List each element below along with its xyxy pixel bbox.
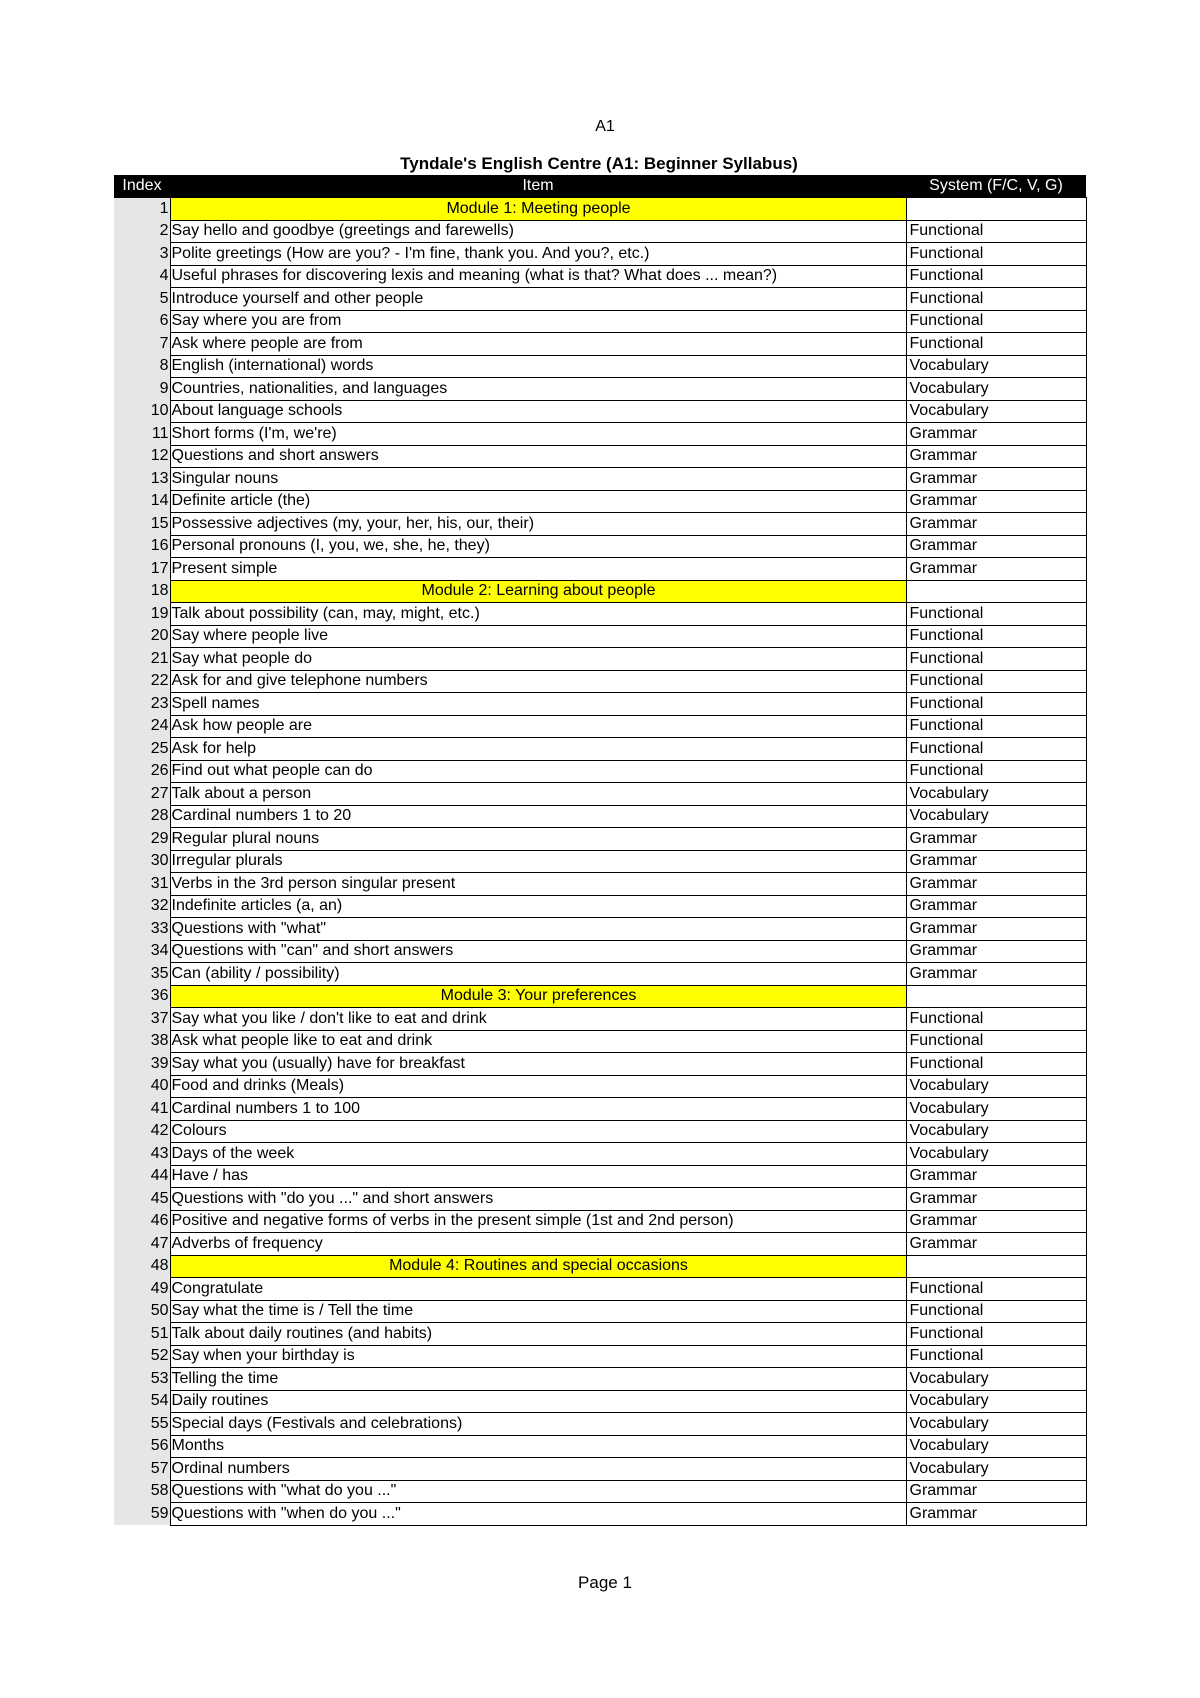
module-heading-row — [114, 985, 1086, 1008]
item-cell: Have / has — [170, 1165, 906, 1188]
system-cell: Vocabulary — [906, 1120, 1086, 1143]
system-cell: Vocabulary — [906, 1075, 1086, 1098]
table-row — [114, 378, 1086, 401]
item-cell: Ordinal numbers — [170, 1458, 906, 1481]
item-cell: Find out what people can do — [170, 760, 906, 783]
table-row — [114, 1143, 1086, 1166]
item-cell: Verbs in the 3rd person singular present — [170, 873, 906, 896]
item-cell: Say where people live — [170, 625, 906, 648]
table-row — [114, 1075, 1086, 1098]
table-row — [114, 963, 1086, 986]
system-cell: Vocabulary — [906, 783, 1086, 806]
system-cell: Functional — [906, 693, 1086, 716]
row-index-cell: 7 — [114, 333, 170, 356]
system-cell: Functional — [906, 333, 1086, 356]
system-cell: Functional — [906, 625, 1086, 648]
item-cell: Questions with "can" and short answers — [170, 940, 906, 963]
row-index-cell: 45 — [114, 1188, 170, 1211]
row-index-cell: 18 — [114, 580, 170, 603]
row-index-cell: 50 — [114, 1300, 170, 1323]
row-index-cell: 46 — [114, 1210, 170, 1233]
row-index-cell: 32 — [114, 895, 170, 918]
item-cell: Ask for and give telephone numbers — [170, 670, 906, 693]
column-header-system: System (F/C, V, G) — [906, 175, 1086, 198]
table-row — [114, 805, 1086, 828]
table-row — [114, 243, 1086, 266]
system-cell: Vocabulary — [906, 1435, 1086, 1458]
system-cell — [906, 985, 1086, 1008]
system-cell: Vocabulary — [906, 1368, 1086, 1391]
row-index-cell: 19 — [114, 603, 170, 626]
item-cell: Special days (Festivals and celebrations) — [170, 1413, 906, 1436]
module-heading-row — [114, 1255, 1086, 1278]
item-cell: Say when your birthday is — [170, 1345, 906, 1368]
row-index-cell: 17 — [114, 558, 170, 581]
table-row — [114, 1458, 1086, 1481]
system-cell: Grammar — [906, 1233, 1086, 1256]
item-cell: Talk about possibility (can, may, might, etc.) — [170, 603, 906, 626]
table-row — [114, 940, 1086, 963]
item-cell: Questions with "do you ..." and short answers — [170, 1188, 906, 1211]
table-row — [114, 738, 1086, 761]
row-index-cell: 43 — [114, 1143, 170, 1166]
table-row — [114, 400, 1086, 423]
item-cell: Countries, nationalities, and languages — [170, 378, 906, 401]
row-index-cell: 22 — [114, 670, 170, 693]
row-index-cell: 30 — [114, 850, 170, 873]
item-cell: Regular plural nouns — [170, 828, 906, 851]
table-row — [114, 715, 1086, 738]
row-index-cell: 49 — [114, 1278, 170, 1301]
system-cell: Grammar — [906, 895, 1086, 918]
table-row — [114, 1368, 1086, 1391]
item-cell: Ask how people are — [170, 715, 906, 738]
table-row — [114, 220, 1086, 243]
table-row — [114, 850, 1086, 873]
item-cell: Personal pronouns (I, you, we, she, he, they) — [170, 535, 906, 558]
row-index-cell: 44 — [114, 1165, 170, 1188]
system-cell: Functional — [906, 1053, 1086, 1076]
item-cell: Polite greetings (How are you? - I'm fine, thank you. And you?, etc.) — [170, 243, 906, 266]
item-cell: Possessive adjectives (my, your, her, his, our, their) — [170, 513, 906, 536]
row-index-cell: 42 — [114, 1120, 170, 1143]
item-cell: Questions with "when do you ..." — [170, 1503, 906, 1526]
system-cell: Functional — [906, 715, 1086, 738]
item-cell: Months — [170, 1435, 906, 1458]
table-row — [114, 1210, 1086, 1233]
system-cell: Functional — [906, 738, 1086, 761]
item-cell: Indefinite articles (a, an) — [170, 895, 906, 918]
table-row — [114, 693, 1086, 716]
item-cell: Say what people do — [170, 648, 906, 671]
row-index-cell: 14 — [114, 490, 170, 513]
row-index-cell: 36 — [114, 985, 170, 1008]
module-heading-row — [114, 580, 1086, 603]
row-index-cell: 2 — [114, 220, 170, 243]
system-cell: Grammar — [906, 850, 1086, 873]
syllabus-table-container — [114, 175, 1087, 1526]
row-index-cell: 10 — [114, 400, 170, 423]
column-header-item: Item — [170, 175, 906, 198]
system-cell: Vocabulary — [906, 805, 1086, 828]
system-cell: Grammar — [906, 828, 1086, 851]
row-index-cell: 40 — [114, 1075, 170, 1098]
system-cell: Grammar — [906, 1210, 1086, 1233]
system-cell: Functional — [906, 1345, 1086, 1368]
row-index-cell: 12 — [114, 445, 170, 468]
system-cell: Functional — [906, 1008, 1086, 1031]
row-index-cell: 37 — [114, 1008, 170, 1031]
module-heading-row — [114, 198, 1086, 221]
item-cell: Can (ability / possibility) — [170, 963, 906, 986]
item-cell: Positive and negative forms of verbs in the present simple (1st and 2nd person) — [170, 1210, 906, 1233]
row-index-cell: 52 — [114, 1345, 170, 1368]
item-cell: Ask for help — [170, 738, 906, 761]
module-title-cell: Module 4: Routines and special occasions — [170, 1255, 906, 1278]
row-index-cell: 41 — [114, 1098, 170, 1121]
row-index-cell: 11 — [114, 423, 170, 446]
row-index-cell: 6 — [114, 310, 170, 333]
table-row — [114, 603, 1086, 626]
table-row — [114, 333, 1086, 356]
item-cell: Colours — [170, 1120, 906, 1143]
system-cell: Vocabulary — [906, 378, 1086, 401]
system-cell: Grammar — [906, 918, 1086, 941]
row-index-cell: 55 — [114, 1413, 170, 1436]
table-row — [114, 355, 1086, 378]
row-index-cell: 47 — [114, 1233, 170, 1256]
item-cell: Questions with "what" — [170, 918, 906, 941]
row-index-cell: 29 — [114, 828, 170, 851]
table-row — [114, 1098, 1086, 1121]
row-index-cell: 53 — [114, 1368, 170, 1391]
item-cell: Food and drinks (Meals) — [170, 1075, 906, 1098]
row-index-cell: 9 — [114, 378, 170, 401]
table-row — [114, 1278, 1086, 1301]
table-row — [114, 1435, 1086, 1458]
row-index-cell: 35 — [114, 963, 170, 986]
item-cell: Ask what people like to eat and drink — [170, 1030, 906, 1053]
module-title-cell: Module 3: Your preferences — [170, 985, 906, 1008]
item-cell: Cardinal numbers 1 to 20 — [170, 805, 906, 828]
row-index-cell: 27 — [114, 783, 170, 806]
item-cell: Irregular plurals — [170, 850, 906, 873]
table-row — [114, 1165, 1086, 1188]
row-index-cell: 16 — [114, 535, 170, 558]
item-cell: Congratulate — [170, 1278, 906, 1301]
system-cell: Grammar — [906, 513, 1086, 536]
system-cell: Functional — [906, 648, 1086, 671]
system-cell: Grammar — [906, 940, 1086, 963]
row-index-cell: 54 — [114, 1390, 170, 1413]
system-cell: Grammar — [906, 1480, 1086, 1503]
system-cell: Grammar — [906, 468, 1086, 491]
system-cell: Grammar — [906, 1188, 1086, 1211]
table-row — [114, 1390, 1086, 1413]
row-index-cell: 8 — [114, 355, 170, 378]
table-row — [114, 1323, 1086, 1346]
row-index-cell: 58 — [114, 1480, 170, 1503]
row-index-cell: 1 — [114, 198, 170, 221]
table-row — [114, 828, 1086, 851]
item-cell: Short forms (I'm, we're) — [170, 423, 906, 446]
system-cell: Grammar — [906, 1503, 1086, 1526]
item-cell: Daily routines — [170, 1390, 906, 1413]
row-index-cell: 38 — [114, 1030, 170, 1053]
table-row — [114, 783, 1086, 806]
table-row — [114, 918, 1086, 941]
row-index-cell: 59 — [114, 1503, 170, 1526]
system-cell: Functional — [906, 603, 1086, 626]
table-row — [114, 1233, 1086, 1256]
row-index-cell: 21 — [114, 648, 170, 671]
table-row — [114, 468, 1086, 491]
row-index-cell: 56 — [114, 1435, 170, 1458]
syllabus-table — [114, 175, 1087, 1526]
document-title: Tyndale's English Centre (A1: Beginner Syllabus) — [400, 154, 798, 173]
item-cell: Talk about daily routines (and habits) — [170, 1323, 906, 1346]
item-cell: Talk about a person — [170, 783, 906, 806]
system-cell: Vocabulary — [906, 1098, 1086, 1121]
table-row — [114, 445, 1086, 468]
system-cell: Vocabulary — [906, 1458, 1086, 1481]
module-title-cell: Module 2: Learning about people — [170, 580, 906, 603]
system-cell: Grammar — [906, 445, 1086, 468]
table-row — [114, 1300, 1086, 1323]
table-row — [114, 288, 1086, 311]
table-row — [114, 558, 1086, 581]
system-cell: Functional — [906, 1030, 1086, 1053]
system-cell: Functional — [906, 265, 1086, 288]
item-cell: Ask where people are from — [170, 333, 906, 356]
system-cell: Grammar — [906, 1165, 1086, 1188]
row-index-cell: 48 — [114, 1255, 170, 1278]
row-index-cell: 20 — [114, 625, 170, 648]
item-cell: Say what you like / don't like to eat and drink — [170, 1008, 906, 1031]
header-row — [114, 175, 1086, 198]
item-cell: Say what you (usually) have for breakfast — [170, 1053, 906, 1076]
table-row — [114, 535, 1086, 558]
system-cell: Functional — [906, 1300, 1086, 1323]
row-index-cell: 15 — [114, 513, 170, 536]
system-cell: Vocabulary — [906, 355, 1086, 378]
item-cell: Say where you are from — [170, 310, 906, 333]
system-cell: Vocabulary — [906, 1143, 1086, 1166]
system-cell: Grammar — [906, 963, 1086, 986]
item-cell: English (international) words — [170, 355, 906, 378]
item-cell: Days of the week — [170, 1143, 906, 1166]
table-row — [114, 423, 1086, 446]
table-row — [114, 1120, 1086, 1143]
row-index-cell: 57 — [114, 1458, 170, 1481]
system-cell: Grammar — [906, 535, 1086, 558]
system-cell: Functional — [906, 220, 1086, 243]
row-index-cell: 24 — [114, 715, 170, 738]
item-cell: Adverbs of frequency — [170, 1233, 906, 1256]
system-cell — [906, 580, 1086, 603]
item-cell: Useful phrases for discovering lexis and meaning (what is that? What does ... mean?) — [170, 265, 906, 288]
table-row — [114, 1413, 1086, 1436]
table-row — [114, 670, 1086, 693]
table-row — [114, 625, 1086, 648]
system-cell: Functional — [906, 288, 1086, 311]
item-cell: Questions with "what do you ..." — [170, 1480, 906, 1503]
item-cell: Introduce yourself and other people — [170, 288, 906, 311]
row-index-cell: 34 — [114, 940, 170, 963]
system-cell: Grammar — [906, 423, 1086, 446]
row-index-cell: 4 — [114, 265, 170, 288]
table-row — [114, 310, 1086, 333]
column-header-index: Index — [114, 175, 170, 198]
table-body — [114, 198, 1086, 1526]
table-row — [114, 873, 1086, 896]
row-index-cell: 51 — [114, 1323, 170, 1346]
item-cell: Say hello and goodbye (greetings and farewells) — [170, 220, 906, 243]
module-title-cell: Module 1: Meeting people — [170, 198, 906, 221]
system-cell: Vocabulary — [906, 400, 1086, 423]
system-cell: Vocabulary — [906, 1390, 1086, 1413]
table-row — [114, 1345, 1086, 1368]
table-row — [114, 1053, 1086, 1076]
item-cell: Say what the time is / Tell the time — [170, 1300, 906, 1323]
table-row — [114, 648, 1086, 671]
row-index-cell: 23 — [114, 693, 170, 716]
item-cell: Cardinal numbers 1 to 100 — [170, 1098, 906, 1121]
item-cell: About language schools — [170, 400, 906, 423]
item-cell: Questions and short answers — [170, 445, 906, 468]
system-cell: Grammar — [906, 558, 1086, 581]
row-index-cell: 31 — [114, 873, 170, 896]
table-row — [114, 1008, 1086, 1031]
system-cell: Vocabulary — [906, 1413, 1086, 1436]
row-index-cell: 33 — [114, 918, 170, 941]
table-row — [114, 513, 1086, 536]
table-row — [114, 1480, 1086, 1503]
table-row — [114, 1030, 1086, 1053]
system-cell: Functional — [906, 1323, 1086, 1346]
row-index-cell: 39 — [114, 1053, 170, 1076]
system-cell — [906, 198, 1086, 221]
item-cell: Singular nouns — [170, 468, 906, 491]
row-index-cell: 3 — [114, 243, 170, 266]
row-index-cell: 13 — [114, 468, 170, 491]
item-cell: Spell names — [170, 693, 906, 716]
system-cell: Grammar — [906, 873, 1086, 896]
system-cell: Functional — [906, 310, 1086, 333]
row-index-cell: 5 — [114, 288, 170, 311]
table-row — [114, 895, 1086, 918]
row-index-cell: 26 — [114, 760, 170, 783]
table-row — [114, 490, 1086, 513]
table-row — [114, 1503, 1086, 1526]
table-row — [114, 265, 1086, 288]
table-row — [114, 1188, 1086, 1211]
system-cell — [906, 1255, 1086, 1278]
system-cell: Functional — [906, 760, 1086, 783]
system-cell: Functional — [906, 670, 1086, 693]
system-cell: Functional — [906, 243, 1086, 266]
table-row — [114, 760, 1086, 783]
page-footer: Page 1 — [578, 1573, 632, 1592]
item-cell: Telling the time — [170, 1368, 906, 1391]
item-cell: Present simple — [170, 558, 906, 581]
row-index-cell: 25 — [114, 738, 170, 761]
system-cell: Functional — [906, 1278, 1086, 1301]
system-cell: Grammar — [906, 490, 1086, 513]
item-cell: Definite article (the) — [170, 490, 906, 513]
sheet-label: A1 — [595, 118, 615, 135]
row-index-cell: 28 — [114, 805, 170, 828]
